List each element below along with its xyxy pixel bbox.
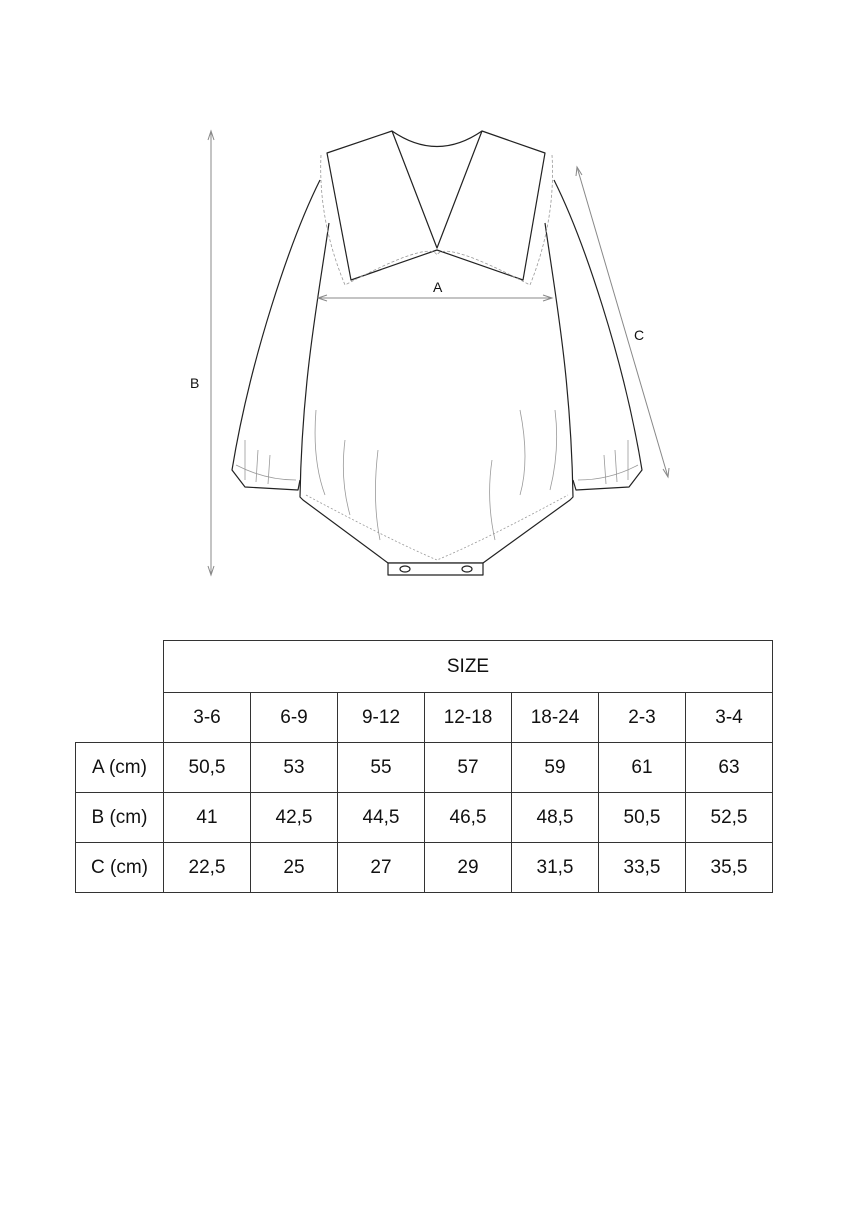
row-label: B (cm)	[76, 793, 164, 843]
cell: 35,5	[686, 843, 773, 893]
size-header: SIZE	[164, 641, 773, 693]
size-col: 6-9	[251, 693, 338, 743]
table-row	[76, 743, 773, 793]
neckline	[392, 131, 482, 147]
label-a: A	[433, 279, 443, 295]
row-label: A (cm)	[76, 743, 164, 793]
cell: 31,5	[512, 843, 599, 893]
cell: 55	[338, 743, 425, 793]
cell: 29	[425, 843, 512, 893]
cell: 41	[164, 793, 251, 843]
cell: 25	[251, 843, 338, 893]
right-sleeve	[554, 180, 645, 490]
cell: 61	[599, 743, 686, 793]
label-c: C	[634, 327, 645, 343]
cell: 48,5	[512, 793, 599, 843]
table-row	[76, 843, 773, 893]
cell: 57	[425, 743, 512, 793]
size-col: 12-18	[425, 693, 512, 743]
size-col: 9-12	[338, 693, 425, 743]
size-col: 3-4	[686, 693, 773, 743]
cell: 59	[512, 743, 599, 793]
label-b: B	[190, 375, 200, 391]
size-chart-table	[75, 640, 773, 893]
size-col: 2-3	[599, 693, 686, 743]
cell: 27	[338, 843, 425, 893]
table-row	[76, 793, 773, 843]
cell: 22,5	[164, 843, 251, 893]
measure-c-arrow	[577, 167, 668, 477]
cell: 33,5	[599, 843, 686, 893]
cell: 50,5	[164, 743, 251, 793]
size-col: 18-24	[512, 693, 599, 743]
cell: 46,5	[425, 793, 512, 843]
cell: 63	[686, 743, 773, 793]
row-label: C (cm)	[76, 843, 164, 893]
cell: 53	[251, 743, 338, 793]
cell: 50,5	[599, 793, 686, 843]
snap-tab	[388, 563, 483, 575]
cell: 42,5	[251, 793, 338, 843]
cell: 52,5	[686, 793, 773, 843]
size-col: 3-6	[164, 693, 251, 743]
cell: 44,5	[338, 793, 425, 843]
sailor-collar	[327, 131, 545, 280]
